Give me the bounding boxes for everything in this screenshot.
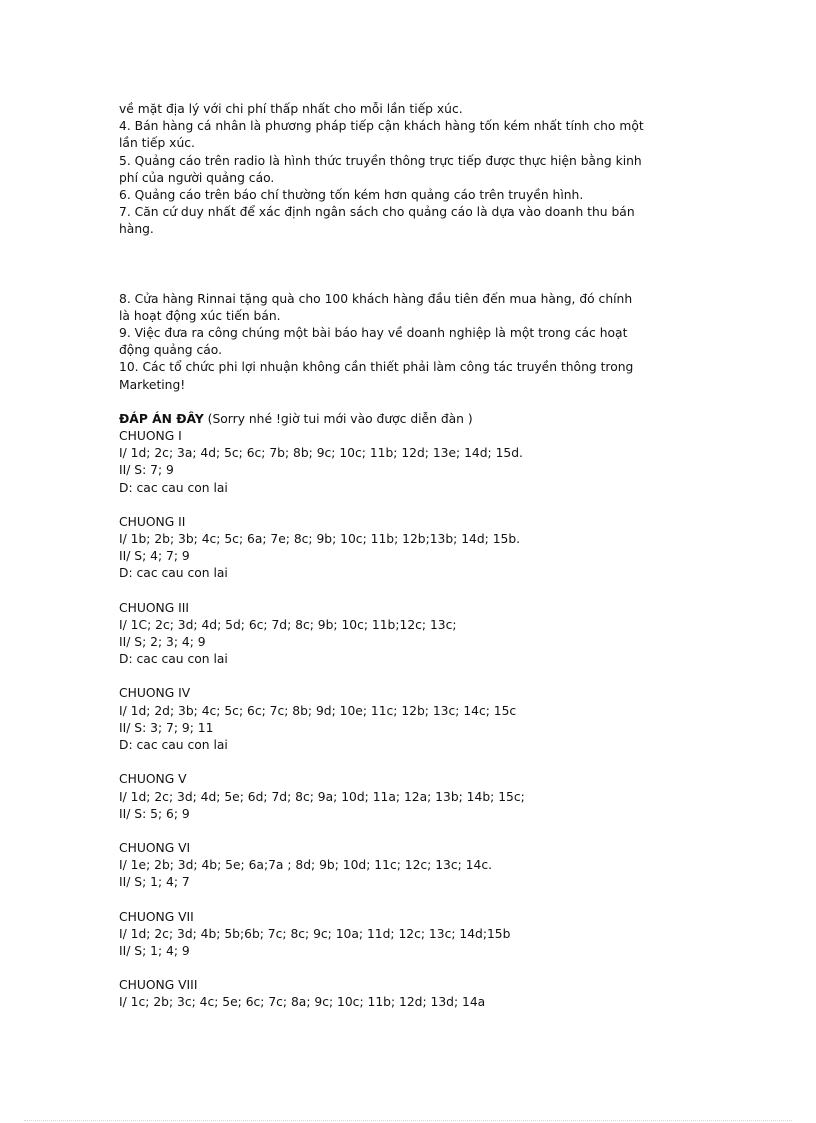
statement-line: 6. Quảng cáo trên báo chí thường tốn kém hơn quảng cáo trên truyền hình. xyxy=(119,188,584,203)
answer-header xyxy=(119,411,719,428)
statement-line: 8. Cửa hàng Rinnai tặng quà cho 100 khách hàng đầu tiên đến mua hàng, đó chính xyxy=(119,291,633,306)
answer-line: I/ 1d; 2c; 3d; 4d; 5e; 6d; 7d; 8c; 9a; 10d; 11a; 12a; 13b; 14b; 15c; xyxy=(119,789,525,804)
answer-line: D: cac cau con lai xyxy=(119,480,228,495)
statement-line: 10. Các tổ chức phi lợi nhuận không cần thiết phải làm công tác truyền thông trong xyxy=(119,360,634,375)
answer-line: I/ 1d; 2d; 3b; 4c; 5c; 6c; 7c; 8b; 9d; 10e; 11c; 12b; 13c; 14c; 15c xyxy=(119,703,517,718)
statement-line: 5. Quảng cáo trên radio là hình thức truyền thông trực tiếp được thực hiện bằng kinh xyxy=(119,153,642,168)
document-page xyxy=(119,101,719,1029)
answer-line: I/ 1b; 2b; 3b; 4c; 5c; 6a; 7e; 8c; 9b; 10c; 11b; 12b;13b; 14d; 15b. xyxy=(119,532,521,547)
answer-header-note: (Sorry nhé !giờ tui mới vào được diễn đàn ) xyxy=(203,411,473,426)
answer-line: D: cac cau con lai xyxy=(119,566,228,581)
blank-gap xyxy=(119,239,719,291)
answer-line: II/ S: 3; 7; 9; 11 xyxy=(119,720,214,735)
statement-line: 9. Việc đưa ra công chúng một bài báo hay về doanh nghiệp là một trong các hoạt xyxy=(119,326,628,341)
answer-line: II/ S: 7; 9 xyxy=(119,463,174,478)
chapter-title: CHUONG VI xyxy=(119,840,191,855)
statement-line: về mặt địa lý với chi phí thấp nhất cho mỗi lần tiếp xúc. xyxy=(119,102,463,116)
chapter-title: CHUONG VII xyxy=(119,909,194,924)
answer-header-bold: ĐÁP ÁN ĐÂY xyxy=(119,411,204,426)
blank-gap xyxy=(119,394,719,411)
statement-line: 7. Căn cứ duy nhất để xác định ngân sách cho quảng cáo là dựa vào doanh thu bán xyxy=(119,205,635,220)
answer-line: II/ S; 4; 7; 9 xyxy=(119,549,190,564)
chapter-section xyxy=(119,514,719,583)
chapter-section xyxy=(119,600,719,669)
statement-line: 4. Bán hàng cá nhân là phương pháp tiếp cận khách hàng tốn kém nhất tính cho một xyxy=(119,119,644,134)
answer-line: I/ 1C; 2c; 3d; 4d; 5d; 6c; 7d; 8c; 9b; 10c; 11b;12c; 13c; xyxy=(119,617,457,632)
chapter-title: CHUONG IV xyxy=(119,686,191,701)
chapter-title: CHUONG VIII xyxy=(119,978,198,993)
chapter-section xyxy=(119,685,719,754)
answer-line: I/ 1d; 2c; 3a; 4d; 5c; 6c; 7b; 8b; 9c; 10c; 11b; 12d; 13e; 14d; 15d. xyxy=(119,446,523,461)
statement-line: phí của người quảng cáo. xyxy=(119,170,275,185)
answer-line: I/ 1d; 2c; 3d; 4b; 5b;6b; 7c; 8c; 9c; 10a; 11d; 12c; 13c; 14d;15b xyxy=(119,926,511,941)
statements-part-2 xyxy=(119,291,719,394)
answer-line: II/ S; 2; 3; 4; 9 xyxy=(119,635,206,650)
chapter-title: CHUONG V xyxy=(119,772,187,787)
chapter-section xyxy=(119,840,719,892)
page-bottom-divider xyxy=(24,1120,792,1121)
answer-line: II/ S; 1; 4; 9 xyxy=(119,943,190,958)
answer-line: II/ S: 5; 6; 9 xyxy=(119,806,190,821)
answer-line: D: cac cau con lai xyxy=(119,738,228,753)
statement-line: hàng. xyxy=(119,222,154,237)
chapter-section xyxy=(119,909,719,961)
chapter-title: CHUONG III xyxy=(119,600,190,615)
statement-line: Marketing! xyxy=(119,377,186,392)
statement-line: động quảng cáo. xyxy=(119,343,222,358)
answer-line: I/ 1c; 2b; 3c; 4c; 5e; 6c; 7c; 8a; 9c; 10c; 11b; 12d; 13d; 14a xyxy=(119,995,486,1010)
chapter-title: CHUONG I xyxy=(119,429,182,444)
statements-part-1 xyxy=(119,101,719,239)
answer-line: D: cac cau con lai xyxy=(119,652,228,667)
statement-line: lần tiếp xúc. xyxy=(119,136,195,151)
chapter-section xyxy=(119,428,719,497)
chapter-section xyxy=(119,977,719,1011)
chapter-section xyxy=(119,771,719,823)
answer-line: I/ 1e; 2b; 3d; 4b; 5e; 6a;7a ; 8d; 9b; 10d; 11c; 12c; 13c; 14c. xyxy=(119,858,492,873)
statement-line: là hoạt động xúc tiến bán. xyxy=(119,308,281,323)
answer-line: II/ S; 1; 4; 7 xyxy=(119,875,190,890)
chapter-title: CHUONG II xyxy=(119,514,186,529)
